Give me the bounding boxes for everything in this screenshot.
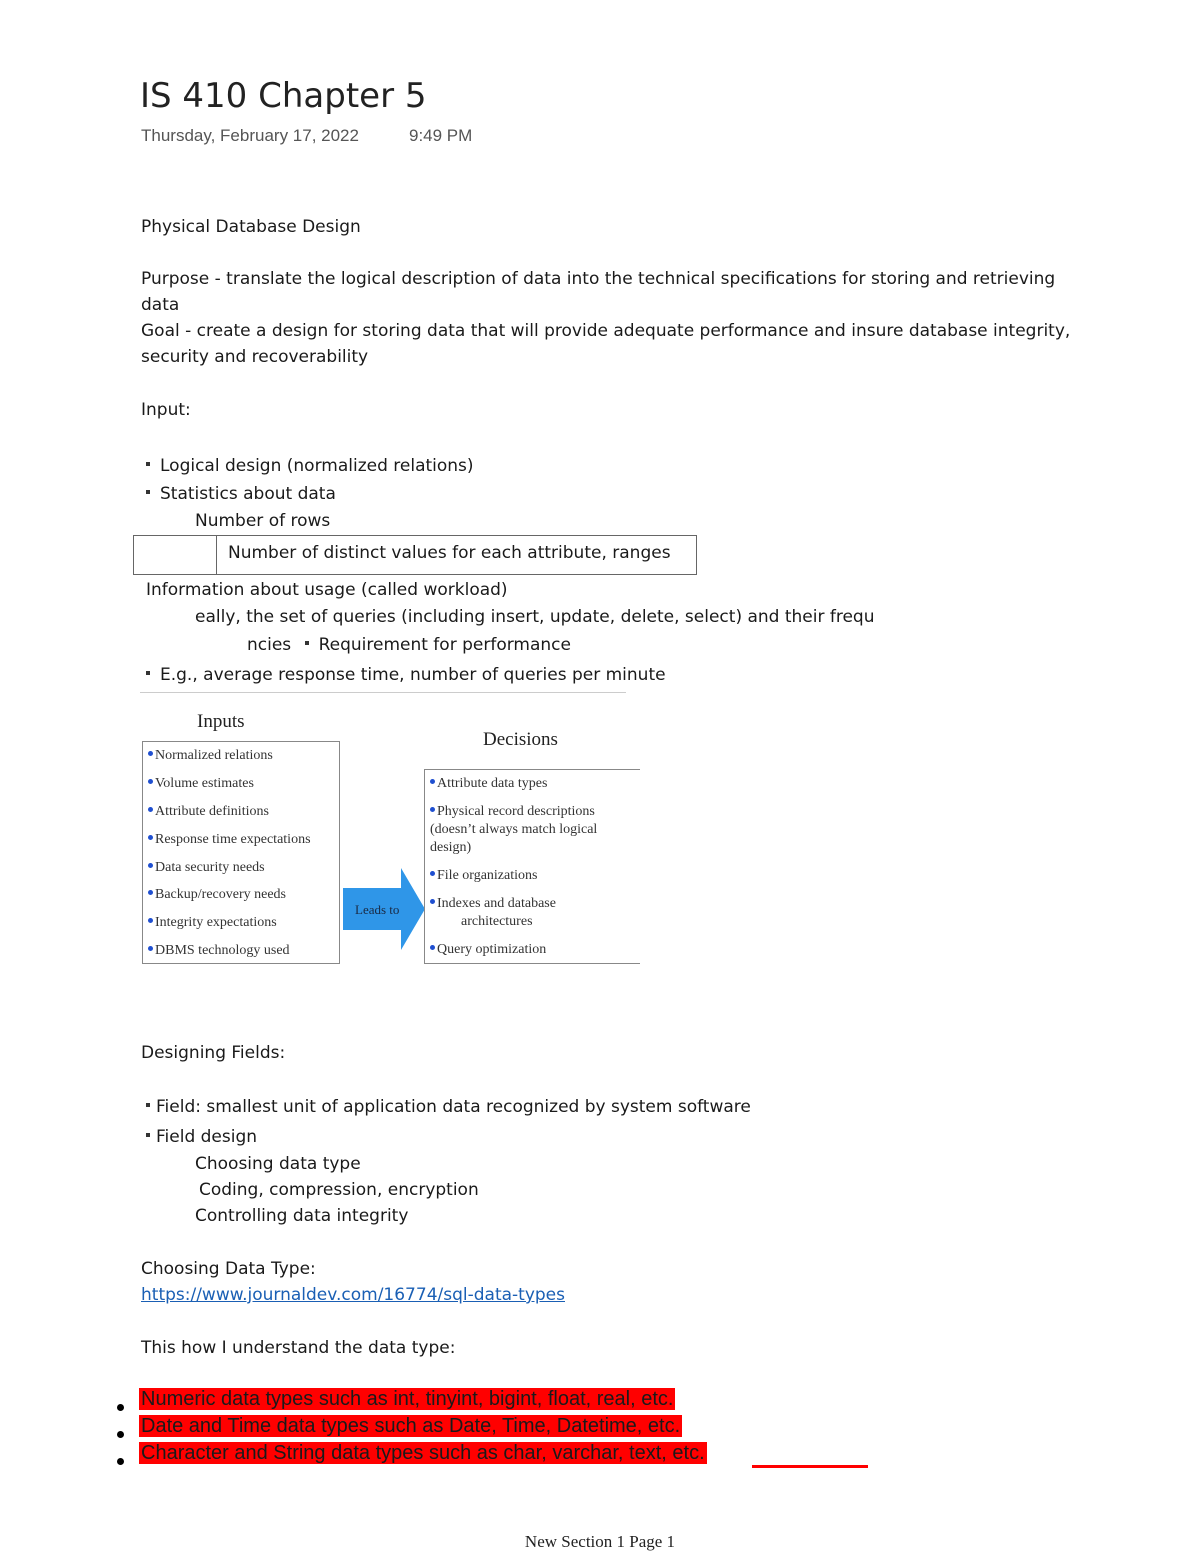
input-item: Volume estimates <box>148 775 254 793</box>
bullet-dot-icon <box>148 779 153 784</box>
bullet-dot-icon <box>148 946 153 951</box>
decision-item: Physical record descriptions <box>430 803 595 821</box>
bullet-dot-icon <box>430 807 435 812</box>
table-cell-text: Number of distinct values for each attribute, ranges <box>228 543 671 563</box>
decision-item: Query optimization <box>430 941 546 959</box>
list-item-text: Field: smallest unit of application data recognized by system software <box>156 1097 751 1117</box>
queries-line: eally, the set of queries (including insert, update, delete, select) and their frequ <box>195 607 875 627</box>
bullet-dot-icon <box>148 890 153 895</box>
inputs-decisions-figure <box>140 705 642 967</box>
bullet-icon <box>146 1133 150 1137</box>
bullet-icon <box>146 462 150 466</box>
frequencies-line <box>247 632 571 658</box>
decision-item-continued: architectures <box>461 914 533 929</box>
list-item-text: Field design <box>156 1127 258 1147</box>
list-item <box>146 1094 751 1120</box>
inputs-box <box>142 741 340 964</box>
decision-item: File organizations <box>430 867 537 885</box>
rows-line: Number of rows <box>195 511 331 531</box>
section-heading-physical-design: Physical Database Design <box>141 217 361 237</box>
data-types-link[interactable]: https://www.journaldev.com/16774/sql-data-types <box>141 1285 565 1305</box>
purpose-line-1: Purpose - translate the logical description of data into the technical specifications for storing and retrieving <box>141 269 1056 289</box>
list-item-text: Statistics about data <box>160 484 336 504</box>
decision-item: Indexes and database <box>430 895 556 913</box>
bullet-icon <box>305 641 309 645</box>
frequencies-text: ncies <box>247 635 292 655</box>
data-type-intro: This how I understand the data type: <box>141 1338 456 1358</box>
input-item: Data security needs <box>148 859 265 877</box>
list-item <box>146 453 474 479</box>
usage-line: Information about usage (called workload) <box>146 580 508 600</box>
bullet-dot-icon <box>430 899 435 904</box>
input-item: Normalized relations <box>148 747 273 765</box>
data-type-item: Date and Time data types such as Date, Time, Datetime, etc. <box>141 1415 681 1437</box>
bullet-icon <box>146 671 150 675</box>
decisions-box <box>424 769 640 964</box>
bullet-dot-icon <box>430 779 435 784</box>
input-label: Input: <box>141 400 191 420</box>
arrow-label: Leads to <box>355 902 400 917</box>
input-item: Response time expectations <box>148 831 311 849</box>
goal-line-2: security and recoverability <box>141 347 369 367</box>
decisions-title: Decisions <box>483 729 558 750</box>
table-cell-empty <box>134 536 217 574</box>
list-item-bullet-dot-icon <box>117 1396 124 1415</box>
list-item-text: Logical design (normalized relations) <box>160 456 474 476</box>
bullet-dot-icon <box>148 863 153 868</box>
bullet-dot-icon <box>148 918 153 923</box>
requirement-text: Requirement for performance <box>318 635 571 655</box>
page-time: 9:49 PM <box>409 126 473 145</box>
decision-item-continued: design) <box>430 840 472 855</box>
section-heading-data-type: Choosing Data Type: <box>141 1259 316 1279</box>
bullet-dot-icon <box>430 871 435 876</box>
bullet-icon <box>146 490 150 494</box>
list-item-bullet-dot-icon <box>117 1423 124 1442</box>
purpose-line-2: data <box>141 295 180 315</box>
list-item <box>146 481 336 507</box>
list-item <box>146 1124 257 1150</box>
bullet-dot-icon <box>148 751 153 756</box>
bullet-dot-icon <box>430 945 435 950</box>
input-item: Backup/recovery needs <box>148 886 286 904</box>
input-item: Integrity expectations <box>148 914 277 932</box>
section-heading-designing-fields: Designing Fields: <box>141 1043 286 1063</box>
sub-item: Choosing data type <box>195 1154 361 1174</box>
goal-line-1: Goal - create a design for storing data that will provide adequate performance and insure database integrity, <box>141 321 1071 341</box>
stats-table <box>133 535 697 575</box>
page-title: IS 410 Chapter 5 <box>140 76 427 116</box>
decision-item: Attribute data types <box>430 775 547 793</box>
highlight-underline <box>752 1465 868 1468</box>
inputs-title: Inputs <box>197 711 245 732</box>
decision-item-continued: (doesn’t always match logical <box>430 822 598 837</box>
list-item-bullet-dot-icon <box>117 1450 124 1469</box>
page-footer: New Section 1 Page 1 <box>524 1532 676 1551</box>
list-item <box>146 662 666 688</box>
page-date: Thursday, February 17, 2022 <box>141 126 359 145</box>
sub-item: Controlling data integrity <box>195 1206 409 1226</box>
list-item-text: E.g., average response time, number of queries per minute <box>160 665 666 685</box>
bullet-icon <box>146 1103 150 1107</box>
divider <box>140 692 626 693</box>
bullet-dot-icon <box>148 835 153 840</box>
data-type-item: Numeric data types such as int, tinyint, bigint, float, real, etc. <box>141 1388 674 1410</box>
input-item: Attribute definitions <box>148 803 269 821</box>
data-type-item: Character and String data types such as char, varchar, text, etc. <box>141 1442 705 1464</box>
bullet-dot-icon <box>148 807 153 812</box>
input-item: DBMS technology used <box>148 942 290 960</box>
sub-item: Coding, compression, encryption <box>199 1180 479 1200</box>
